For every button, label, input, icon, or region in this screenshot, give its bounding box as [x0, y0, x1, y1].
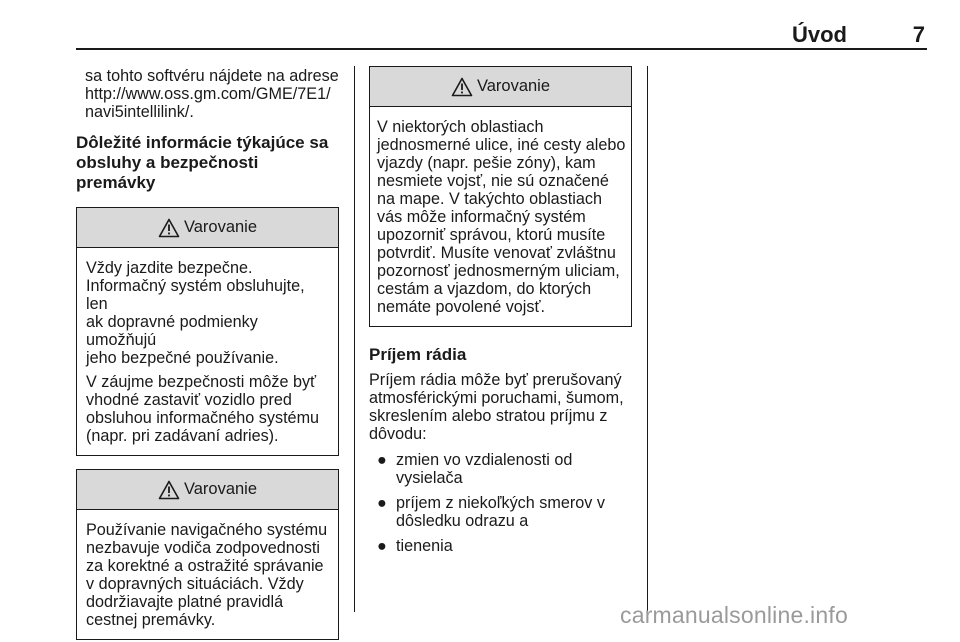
- heading-line: Dôležité informácie týkajúce sa: [76, 133, 329, 152]
- list-item: [369, 494, 632, 530]
- section-heading: [76, 133, 339, 193]
- warning-paragraph: [86, 373, 330, 445]
- text-line: Príjem rádia môže byť prerušovaný: [369, 371, 622, 389]
- text-line: Vždy jazdite bezpečne.: [86, 259, 253, 277]
- warning-title: Varovanie: [183, 480, 258, 498]
- warning-body: [77, 248, 338, 455]
- warning-header: [370, 67, 631, 107]
- warning-title: Varovanie: [476, 77, 551, 95]
- text-line: Informačný systém obsluhujte, len: [86, 277, 305, 313]
- text-line: nesmiete vojsť, nie sú označené: [377, 172, 609, 190]
- list-item: [369, 451, 632, 487]
- text-line: v dopravných situáciách. Vždy: [86, 575, 304, 593]
- text-line: dodržiavajte platné pravidlá: [86, 593, 284, 611]
- text-line: upozorniť správou, ktorú musíte: [377, 226, 606, 244]
- text-line: cestám a vjazdom, do ktorých: [377, 280, 592, 298]
- text-line: tienenia: [396, 537, 453, 555]
- text-line: dôsledku odrazu a: [396, 512, 529, 530]
- section-heading: Príjem rádia: [369, 345, 467, 364]
- text-line: jeho bezpečné používanie.: [86, 349, 279, 367]
- text-line: vysielača: [396, 469, 463, 487]
- text-line: skreslením alebo stratou príjmu z: [369, 407, 608, 425]
- page-header: [76, 22, 927, 50]
- text-line: potvrdiť. Musíte venovať zvláštnu: [377, 244, 616, 262]
- warning-triangle-icon: [158, 480, 180, 500]
- text-line: zmien vo vzdialenosti od: [396, 451, 573, 469]
- column-divider-2: [647, 66, 648, 612]
- body-paragraph: [369, 371, 632, 443]
- warning-paragraph: [86, 521, 330, 629]
- text-line: cestnej premávky.: [86, 611, 216, 629]
- section-title: Úvod: [792, 22, 847, 47]
- warning-triangle-icon: [451, 77, 473, 97]
- text-line: príjem z niekoľkých smerov v: [396, 494, 605, 512]
- text-line: jednosmerné ulice, iné cesty alebo: [377, 136, 626, 154]
- intro-text: [76, 67, 339, 121]
- text-line: obsluhou informačného systému: [86, 409, 320, 427]
- text-line: dôvodu:: [369, 425, 427, 443]
- text-line: na mape. V takýchto oblastiach: [377, 190, 602, 208]
- warning-header: [77, 208, 338, 248]
- page-number: 7: [912, 22, 925, 47]
- text-line: ak dopravné podmienky umožňujú: [86, 313, 258, 349]
- list-item: [369, 537, 632, 555]
- warning-box: [76, 207, 339, 456]
- text-line: V záujme bezpečnosti môže byť: [86, 373, 317, 391]
- warning-header: [77, 470, 338, 510]
- warning-triangle-icon: [158, 218, 180, 238]
- bullet-icon: ●: [377, 494, 387, 512]
- bullet-icon: ●: [377, 451, 387, 469]
- warning-body: [77, 510, 338, 639]
- heading-line: obsluhy a bezpečnosti premávky: [76, 153, 259, 192]
- text-line: V niektorých oblastiach: [377, 118, 544, 136]
- watermark: carmanualsonline.info: [620, 602, 848, 628]
- text-line: sa tohto softvéru nájdete na adrese: [85, 67, 339, 85]
- text-line: (napr. pri zadávaní adries).: [86, 427, 279, 445]
- column-divider-1: [354, 66, 355, 612]
- bullet-icon: ●: [377, 537, 387, 555]
- warning-body: [370, 107, 631, 326]
- text-line: navi5intellilink/.: [85, 103, 194, 121]
- column-left: [76, 60, 339, 640]
- text-line: vhodné zastaviť vozidlo pred: [86, 391, 292, 409]
- warning-box: [369, 66, 632, 327]
- text-line: http://www.oss.gm.com/GME/7E1/: [85, 85, 331, 103]
- bullet-list: [369, 451, 632, 555]
- warning-box: [76, 469, 339, 640]
- warning-paragraph: [377, 118, 627, 316]
- text-line: atmosférickými poruchami, šumom,: [369, 389, 624, 407]
- text-line: nezbavuje vodiča zodpovednosti: [86, 539, 320, 557]
- warning-paragraph: [86, 259, 330, 367]
- text-line: vjazdy (napr. pešie zóny), kam: [377, 154, 596, 172]
- header-rule: [76, 48, 927, 50]
- text-line: vás môže informačný systém: [377, 208, 586, 226]
- text-line: nemáte povolené vojsť.: [377, 298, 546, 316]
- text-line: za korektné a ostražité správanie: [86, 557, 324, 575]
- text-line: Používanie navigačného systému: [86, 521, 328, 539]
- warning-title: Varovanie: [183, 218, 258, 236]
- text-line: pozornosť jednosmerným uliciam,: [377, 262, 620, 280]
- column-middle: [369, 66, 632, 562]
